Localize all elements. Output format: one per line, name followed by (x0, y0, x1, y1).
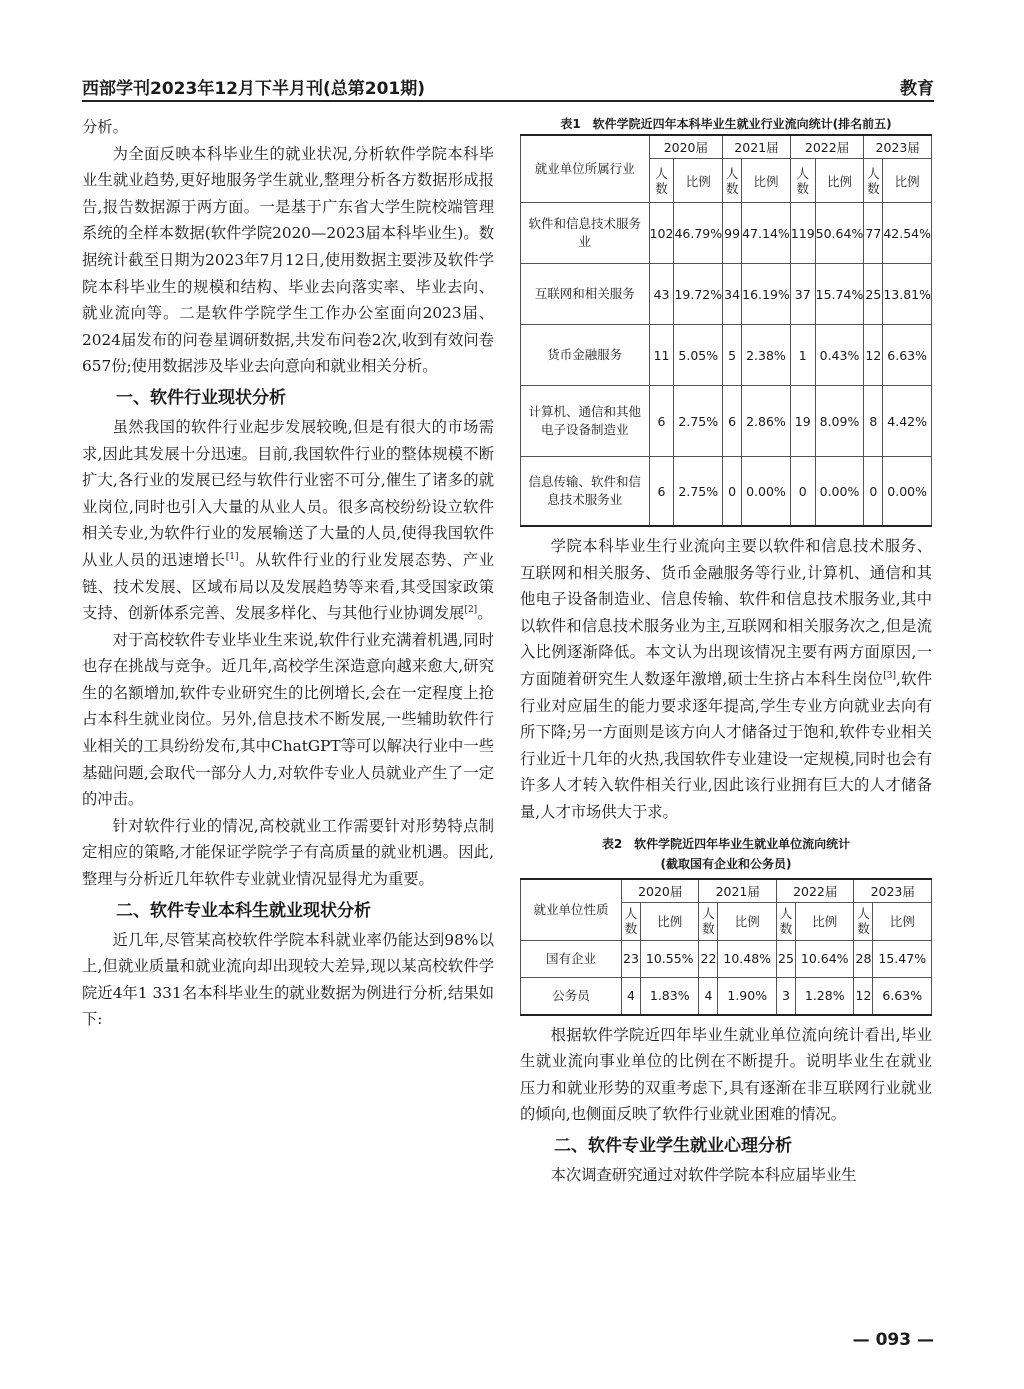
ratio-cell: 2.86% (742, 386, 791, 457)
count-header: 人数 (649, 159, 674, 203)
ratio-cell: 10.64% (795, 940, 854, 977)
table-row (521, 940, 932, 977)
row-label: 货币金融服务 (521, 325, 650, 386)
ratio-header: 比例 (640, 902, 699, 940)
table-row (521, 977, 932, 1015)
table2-body (521, 940, 932, 1015)
table-row (521, 386, 932, 457)
count-cell: 34 (723, 264, 742, 325)
page-number: — 093 — (852, 1330, 934, 1350)
year-header: 2023届 (864, 135, 932, 159)
ratio-cell: 42.54% (883, 203, 932, 264)
ratio-cell: 2.38% (742, 325, 791, 386)
table-row (521, 325, 932, 386)
table2-subcaption: (截取国有企业和公务员) (660, 856, 792, 871)
row-label: 计算机、通信和其他电子设备制造业 (521, 386, 650, 457)
ratio-cell: 1.90% (718, 977, 777, 1015)
count-cell: 23 (621, 940, 640, 977)
year-header: 2023届 (854, 879, 932, 903)
section-label: 教育 (900, 79, 934, 99)
ratio-header: 比例 (873, 902, 932, 940)
count-cell: 0 (790, 457, 815, 527)
ratio-cell: 0.43% (815, 325, 864, 386)
count-cell: 99 (723, 203, 742, 264)
year-header: 2022届 (790, 135, 864, 159)
count-cell: 19 (790, 386, 815, 457)
year-header: 2020届 (621, 879, 699, 903)
count-header: 人数 (776, 902, 795, 940)
count-cell: 1 (790, 325, 815, 386)
ratio-cell: 10.55% (640, 940, 699, 977)
ratio-cell: 1.28% (795, 977, 854, 1015)
paragraph: 虽然我国的软件行业起步发展较晚,但是有很大的市场需求,因此其发展十分迅速。目前,我国软件行业的整体规模不断扩大,各行业的发展已经与软件行业密不可分,催生了诸多的就业岗位,同时也引入大量的从业人员。很多高校纷纷设立软件相关专业,为软件行业的发展输送了大量的人员,使得我国软件从业人员的迅速增长[1]。从软件行业的行业发展态势、产业链、技术发展、区域布局以及发展趋势等来看,其受国家政策支持、创新体系完善、发展多样化、与其他行业协调发展[2]。 (82, 417, 494, 623)
count-header: 人数 (723, 159, 742, 203)
count-cell: 12 (864, 325, 883, 386)
citation-ref: [3] (883, 670, 896, 681)
count-cell: 43 (649, 264, 674, 325)
count-cell: 8 (864, 386, 883, 457)
count-cell: 0 (864, 457, 883, 527)
paragraph: 根据软件学院近四年毕业生就业单位流向统计看出,毕业生就业流向事业单位的比例在不断提升。说明毕业生在就业压力和就业形势的双重考虑下,具有逐渐在非互联网行业就业的倾向,也侧面反映了软件行业就业困难的情况。 (520, 1025, 932, 1124)
table2-caption: 表2 软件学院近四年毕业生就业单位流向统计 (601, 836, 851, 851)
count-cell: 25 (864, 264, 883, 325)
table-row (521, 203, 932, 264)
year-header: 2022届 (776, 879, 854, 903)
row-label: 国有企业 (521, 940, 622, 977)
ratio-cell: 0.00% (742, 457, 791, 527)
paragraph: 对于高校软件专业毕业生来说,软件行业充满着机遇,同时也存在挑战与竞争。近几年,高校学生深造意向越来愈大,研究生的名额增加,软件专业研究生的比例增长,会在一定程度上抢占本科生就业岗位。另外,信息技术不断发展,一些辅助软件行业相关的工具纷纷发布,其中ChatGPT等可以解决行业中一些基础问题,会取代一部分人力,对软件专业人员就业产生了一定的冲击。 (82, 630, 494, 809)
ratio-cell: 2.75% (674, 457, 723, 527)
count-cell: 11 (649, 325, 674, 386)
count-cell: 4 (699, 977, 718, 1015)
paragraph: 分析。 (82, 118, 128, 136)
row-label: 信息传输、软件和信息技术服务业 (521, 457, 650, 527)
ratio-cell: 15.74% (815, 264, 864, 325)
count-cell: 28 (854, 940, 873, 977)
ratio-header: 比例 (742, 159, 791, 203)
count-header: 人数 (854, 902, 873, 940)
count-cell: 25 (776, 940, 795, 977)
ratio-header: 比例 (718, 902, 777, 940)
ratio-header: 比例 (795, 902, 854, 940)
year-header: 2020届 (649, 135, 723, 159)
ratio-cell: 0.00% (883, 457, 932, 527)
count-header: 人数 (790, 159, 815, 203)
count-header: 人数 (699, 902, 718, 940)
citation-ref: [2] (464, 605, 478, 615)
ratio-cell: 0.00% (815, 457, 864, 527)
page-header (82, 70, 934, 102)
ratio-cell: 6.63% (883, 325, 932, 386)
ratio-cell: 2.75% (674, 386, 723, 457)
table2-corner: 就业单位性质 (521, 879, 622, 941)
ratio-cell: 5.05% (674, 325, 723, 386)
section-heading: 一、软件行业现状分析 (116, 387, 286, 408)
journal-title: 西部学刊2023年12月下半月刊(总第201期) (82, 79, 425, 99)
paragraph: 针对软件行业的情况,高校就业工作需要针对形势特点制定相应的策略,才能保证学院学子有高质量的就业机遇。因此,整理与分析近几年软件专业就业情况显得尤为重要。 (82, 816, 494, 889)
count-cell: 12 (854, 977, 873, 1015)
count-cell: 77 (864, 203, 883, 264)
ratio-header: 比例 (815, 159, 864, 203)
year-header: 2021届 (723, 135, 791, 159)
table-row (521, 264, 932, 325)
table1-body (521, 203, 932, 527)
count-cell: 4 (621, 977, 640, 1015)
ratio-cell: 13.81% (883, 264, 932, 325)
count-cell: 22 (699, 940, 718, 977)
table1-corner: 就业单位所属行业 (521, 135, 650, 203)
ratio-cell: 50.64% (815, 203, 864, 264)
table-row (521, 457, 932, 527)
paragraph: 本次调查研究通过对软件学院本科应届毕业生 (550, 1165, 857, 1184)
count-cell: 37 (790, 264, 815, 325)
left-column (82, 114, 494, 1033)
citation-ref: [1] (225, 551, 239, 562)
table2 (520, 878, 932, 1016)
count-header: 人数 (864, 159, 883, 203)
paragraph: 学院本科毕业生行业流向主要以软件和信息技术服务、互联网和相关服务、货币金融服务等行业,计算机、通信和其他电子设备制造业、信息传输、软件和信息技术服务业,其中以软件和信息技术服务业为主,互联网和相关服务次之,但是流入比例逐渐降低。本文认为出现该情况主要有两方面原因,一方面随着研究生人数逐年激增,硕士生挤占本科生岗位[3],软件行业对应届生的能力要求逐年提高,学生专业方向就业去向有所下降;另一方面则是该方向人才储备过于饱和,软件专业相关行业近十几年的火热,我国软件专业建设一定规模,同时也会有许多人才转入软件相关行业,因此该行业拥有巨大的人才储备量,人才市场供大于求。 (520, 537, 932, 821)
section-heading: 二、软件专业本科生就业现状分析 (116, 900, 371, 921)
row-label: 互联网和相关服务 (521, 264, 650, 325)
count-header: 人数 (621, 902, 640, 940)
year-header: 2021届 (699, 879, 777, 903)
count-cell: 5 (723, 325, 742, 386)
ratio-cell: 19.72% (674, 264, 723, 325)
count-cell: 102 (649, 203, 674, 264)
ratio-cell: 1.83% (640, 977, 699, 1015)
ratio-cell: 46.79% (674, 203, 723, 264)
ratio-cell: 6.63% (873, 977, 932, 1015)
ratio-cell: 8.09% (815, 386, 864, 457)
table1-caption: 表1 软件学院近四年本科毕业生就业行业流向统计(排名前五) (560, 117, 892, 131)
ratio-header: 比例 (883, 159, 932, 203)
row-label: 软件和信息技术服务业 (521, 203, 650, 264)
count-cell: 119 (790, 203, 815, 264)
count-cell: 6 (649, 386, 674, 457)
count-cell: 6 (723, 386, 742, 457)
right-column (520, 114, 932, 1189)
row-label: 公务员 (521, 977, 622, 1015)
table1 (520, 134, 932, 527)
count-cell: 6 (649, 457, 674, 527)
section-heading: 二、软件专业学生就业心理分析 (554, 1135, 792, 1156)
paragraph: 近几年,尽管某高校软件学院本科就业率仍能达到98%以上,但就业质量和就业流向却出现较大差异,现以某高校软件学院近4年1 331名本科毕业生的就业数据为例进行分析,结果如下: (82, 930, 494, 1029)
ratio-cell: 10.48% (718, 940, 777, 977)
ratio-cell: 47.14% (742, 203, 791, 264)
ratio-header: 比例 (674, 159, 723, 203)
count-cell: 0 (723, 457, 742, 527)
ratio-cell: 15.47% (873, 940, 932, 977)
ratio-cell: 16.19% (742, 264, 791, 325)
count-cell: 3 (776, 977, 795, 1015)
ratio-cell: 4.42% (883, 386, 932, 457)
paragraph: 为全面反映本科毕业生的就业状况,分析软件学院本科毕业生就业趋势,更好地服务学生就业,整理分析各方数据形成报告,报告数据源于两方面。一是基于广东省大学生院校端管理系统的全样本数据(软件学院2020—2023届本科毕业生)。数据统计截至日期为2023年7月12日,使用数据主要涉及软件学院本科毕业生的规模和结构、毕业去向落实率、毕业去向、就业流向等。二是软件学院学生工作办公室面向2023届、2024届发布的问卷星调研数据,共发布问卷2次,收到有效问卷657份;使用数据涉及毕业去向意向和就业相关分析。 (82, 144, 494, 376)
